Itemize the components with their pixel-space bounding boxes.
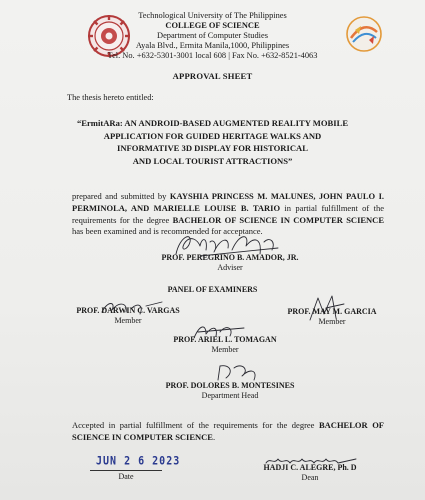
thesis-title [60, 117, 365, 167]
author-names: KAYSHIA PRINCESS M. MALUNES, JOHN PAULO I. PERMINOLA, AND MARIELLE LOUISE B. TARIO [72, 191, 385, 213]
dean-name: HADJI C. ALEGRE, Ph. D [263, 463, 357, 472]
member-role-vargas: Member [114, 316, 142, 325]
acceptance-paragraph [72, 420, 384, 444]
college-name: COLLEGE OF SCIENCE [165, 21, 260, 30]
thesis-title-line: AND LOCAL TOURIST ATTRACTIONS” [132, 155, 293, 166]
acceptance-suffix: . [212, 431, 216, 442]
intro-text: The thesis hereto entitled: [67, 93, 154, 102]
dean-role: Dean [301, 473, 319, 482]
address-line: Ayala Blvd., Ermita Manila,1000, Philippines [135, 41, 290, 50]
department-head-name: PROF. DOLORES B. MONTESINES [165, 381, 295, 390]
document-title: APPROVAL SHEET [172, 71, 253, 81]
university-name: Technological University of The Philippines [138, 11, 287, 20]
adviser-name: PROF. PEREGRINO B. AMADOR, JR. [161, 253, 299, 262]
department-name: Department of Computer Studies [157, 31, 268, 40]
member-name-garcia: PROF. MAY M. GARCIA [287, 307, 377, 316]
submission-suffix: has been examined and is recommended for acceptance. [72, 226, 263, 237]
thesis-title-line: “ErmitARa: AN ANDROID-BASED AUGMENTED REALITY MOBILE [76, 118, 349, 128]
submission-middle: in partial fulfillment of the requirements for the degree [72, 202, 385, 225]
adviser-role: Adviser [217, 263, 243, 272]
member-name-tomagan: PROF. ARIEL L. TOMAGAN [173, 335, 277, 344]
submission-prefix: prepared and submitted by [72, 191, 170, 201]
member-role-tomagan: Member [211, 345, 239, 354]
member-name-vargas: PROF. DARWIN C. VARGAS [76, 306, 180, 315]
date-stamp: JUN 2 6 2023 [96, 455, 181, 468]
acceptance-prefix: Accepted in partial fulfillment of the requirements for the degree [72, 420, 319, 430]
degree-name: BACHELOR OF SCIENCE IN COMPUTER SCIENCE [172, 214, 384, 225]
contact-line: Tel. No. +632-5301-3001 local 608 | Fax No. +632-8521-4063 [107, 51, 318, 60]
member-role-garcia: Member [318, 317, 346, 326]
acceptance-degree: BACHELOR OF SCIENCE IN COMPUTER SCIENCE [72, 420, 384, 442]
date-signature-line [90, 470, 162, 471]
department-head-role: Department Head [201, 391, 259, 400]
panel-heading: PANEL OF EXAMINERS [167, 285, 258, 294]
thesis-title-line: INFORMATIVE 3D DISPLAY FOR HISTORICAL [117, 143, 308, 154]
date-label: Date [118, 472, 134, 481]
thesis-title-line: APPLICATION FOR GUIDED HERITAGE WALKS AND [103, 130, 322, 141]
